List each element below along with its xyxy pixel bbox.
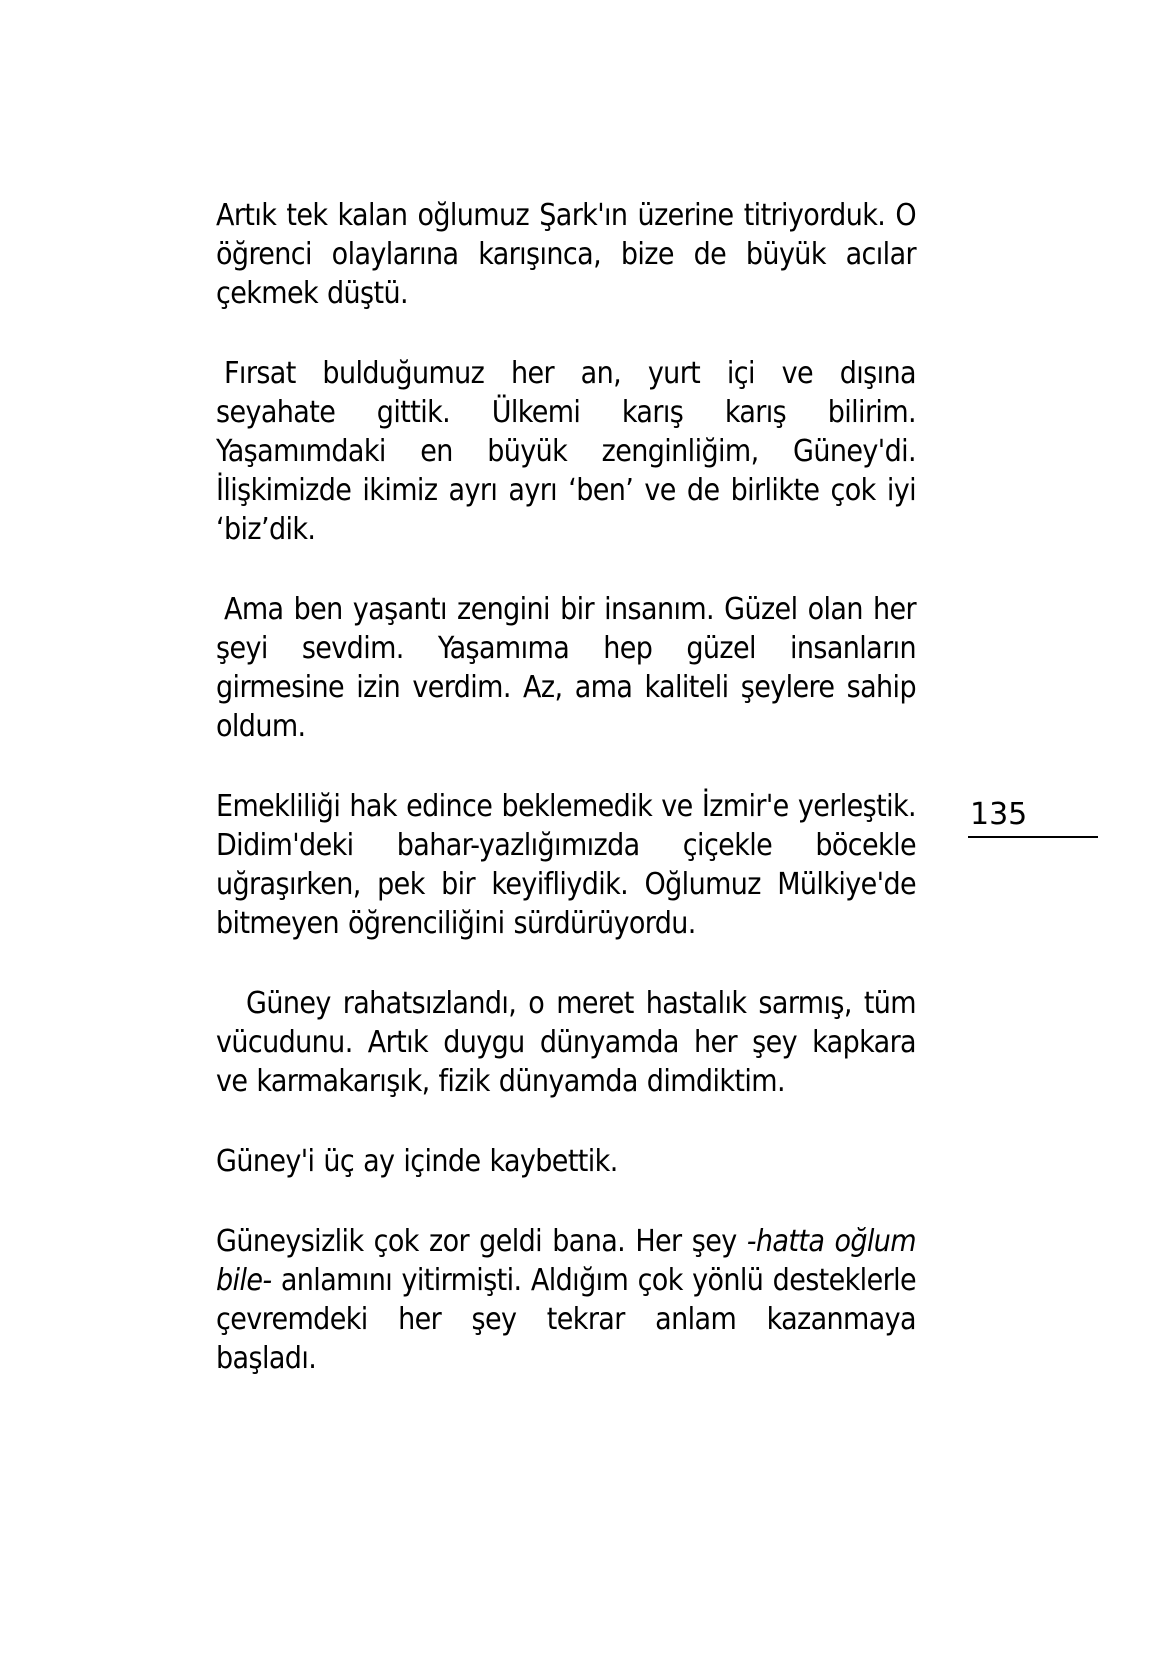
paragraph-7-post: anlamını yitirmişti. Aldığım çok yönlü desteklerle çevremdeki her şey tekrar anlam kazanmaya başladı.	[216, 1263, 916, 1376]
page-number: 135	[970, 797, 1028, 832]
page-number-rule	[968, 836, 1098, 838]
body-text	[216, 196, 916, 1419]
paragraph-5: Güney rahatsızlandı, o meret hastalık sarmış, tüm vücudunu. Artık duygu dünyamda her şey kapkara ve karmakarışık, fizik dünyamda dimdiktim.	[216, 986, 916, 1099]
paragraph-1: Artık tek kalan oğlumuz Şark'ın üzerine titriyorduk. O öğrenci olaylarına karışınca, bize de büyük acılar çekmek düştü.	[216, 198, 916, 311]
paragraph-6: Güney'i üç ay içinde kaybettik.	[216, 1144, 618, 1179]
paragraph-7-pre: Güneysizlik çok zor geldi bana. Her şey	[216, 1224, 747, 1259]
paragraph-3: Ama ben yaşantı zengini bir insanım. Güzel olan her şeyi sevdim. Yaşamıma hep güzel insanların girmesine izin verdim. Az, ama kaliteli şeylere sahip oldum.	[216, 592, 916, 744]
paragraph-4: Emekliliği hak edince beklemedik ve İzmir'e yerleştik. Didim'deki bahar-yazlığımızda çiçekle böcekle uğraşırken, pek bir keyifliydik. Oğlumuz Mülkiye'de bitmeyen öğrenciliğini sürdürüyordu.	[216, 789, 916, 941]
page-number-block	[968, 798, 1098, 838]
paragraph-7-italic: -hatta oğlum bile-	[216, 1224, 917, 1298]
paragraph-7	[216, 1222, 916, 1378]
paragraph-2: Fırsat bulduğumuz her an, yurt içi ve dışına seyahate gittik. Ülkemi karış karış bilirim. Yaşamımdaki en büyük zenginliğim, Güney'di. İlişkimizde ikimiz ayrı ayrı ‘ben’ ve de birlikte çok iyi ‘biz’dik.	[216, 356, 916, 547]
